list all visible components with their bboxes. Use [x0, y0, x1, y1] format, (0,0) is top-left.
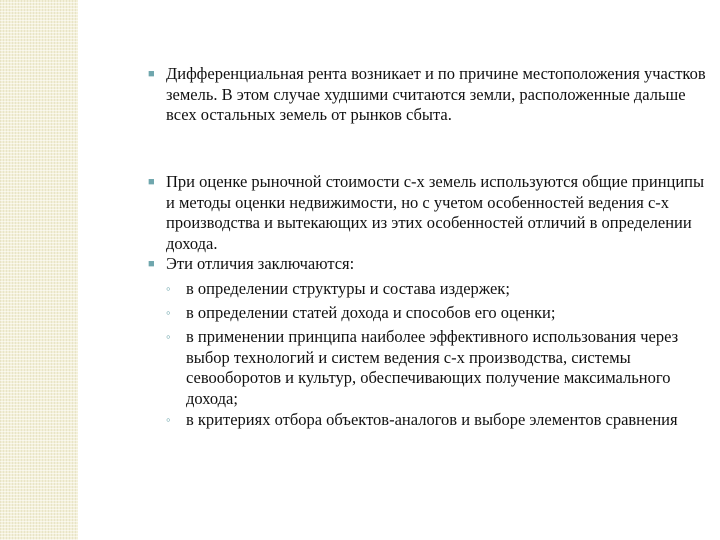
bullet-text: Эти отличия заключаются: [166, 254, 355, 273]
sub-bullet-text: в применении принципа наиболее эффективного использования через выбор технологий и систем ведения с-х производства, системы севооборотов и культур, обеспечивающих получение максимального дохода; [186, 327, 679, 408]
bullet-text: При оценке рыночной стоимости с-х земель используются общие принципы и методы оценки недвижимости, но с учетом особенностей ведения с-х производства и вытекающих из этих особенностей отличий в определении дохода. [166, 172, 705, 253]
sub-bullet-text: в определении статей дохода и способов его оценки; [186, 303, 556, 322]
square-bullet-icon: ■ [148, 176, 155, 188]
sub-bullet-text: в определении структуры и состава издержек; [186, 279, 510, 298]
circle-bullet-icon: ◦ [166, 305, 171, 320]
square-bullet-icon: ■ [148, 68, 155, 80]
circle-bullet-icon: ◦ [166, 281, 171, 296]
bullet-text: Дифференциальная рента возникает и по причине местоположения участков земель. В этом случае худшими считаются земли, расположенные дальше всех остальных земель от рынков сбыта. [166, 64, 706, 124]
circle-bullet-icon: ◦ [166, 329, 171, 344]
square-bullet-icon: ■ [148, 258, 155, 270]
circle-bullet-icon: ◦ [166, 412, 171, 427]
sub-bullet-text: в критериях отбора объектов-аналогов и выборе элементов сравнения [186, 410, 678, 429]
